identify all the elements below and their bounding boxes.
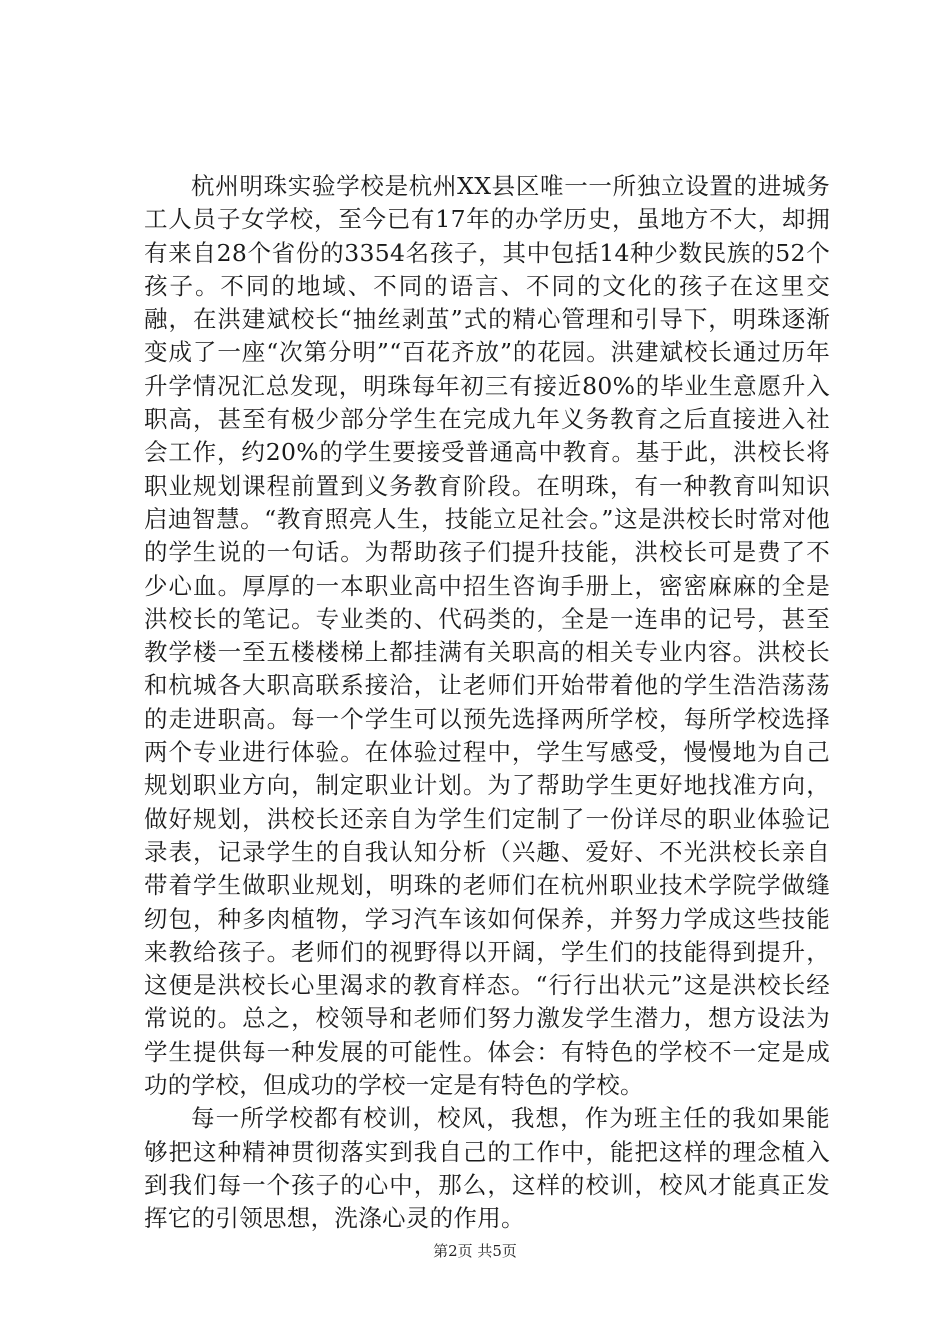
paragraph-reflection: 每一所学校都有校训，校风，我想，作为班主任的我如果能够把这种精神贯彻落实到我自己的工作中，能把这样的理念植入到我们每一个孩子的心中，那么，这样的校训，校风才能真正发挥它的引领思想，洗涤心灵的作用。	[144, 1104, 830, 1233]
paragraph-school-introduction: 杭州明珠实验学校是杭州XX县区唯一一所独立设置的进城务工人员子女学校，至今已有17年的办学历史，虽地方不大，却拥有来自28个省份的3354名孩子，其中包括14种少数民族的52个孩子。不同的地域、不同的语言、不同的文化的孩子在这里交融，在洪建斌校长“抽丝剥茧”式的精心管理和引导下，明珠逐渐变成了一座“次第分明”“百花齐放”的花园。洪建斌校长通过历年升学情况汇总发现，明珠每年初三有接近80%的毕业生意愿升入职高，甚至有极少部分学生在完成九年义务教育之后直接进入社会工作，约20%的学生要接受普通高中教育。基于此，洪校长将职业规划课程前置到义务教育阶段。在明珠，有一种教育叫知识启迪智慧。“教育照亮人生，技能立足社会。”这是洪校长时常对他的学生说的一句话。为帮助孩子们提升技能，洪校长可是费了不少心血。厚厚的一本职业高中招生咨询手册上，密密麻麻的全是洪校长的笔记。专业类的、代码类的，全是一连串的记号，甚至教学楼一至五楼楼梯上都挂满有关职高的相关专业内容。洪校长和杭城各大职高联系接洽，让老师们开始带着他的学生浩浩荡荡的走进职高。每一个学生可以预先选择两所学校，每所学校选择两个专业进行体验。在体验过程中，学生写感受，慢慢地为自己规划职业方向，制定职业计划。为了帮助学生更好地找准方向，做好规划，洪校长还亲自为学生们定制了一份详尽的职业体验记录表，记录学生的自我认知分析（兴趣、爱好、不光洪校长亲自带着学生做职业规划，明珠的老师们在杭州职业技术学院学做缝纫包，种多肉植物，学习汽车该如何保养，并努力学成这些技能来教给孩子。老师们的视野得以开阔，学生们的技能得到提升，这便是洪校长心里渴求的教育样态。“行行出状元”这是洪校长经常说的。总之，校领导和老师们努力激发学生潜力，想方设法为学生提供每一种发展的可能性。体会：有特色的学校不一定是成功的学校，但成功的学校一定是有特色的学校。	[144, 172, 830, 1100]
document-body	[144, 170, 830, 1236]
page-number-footer: 第2页 共5页	[433, 1242, 517, 1260]
